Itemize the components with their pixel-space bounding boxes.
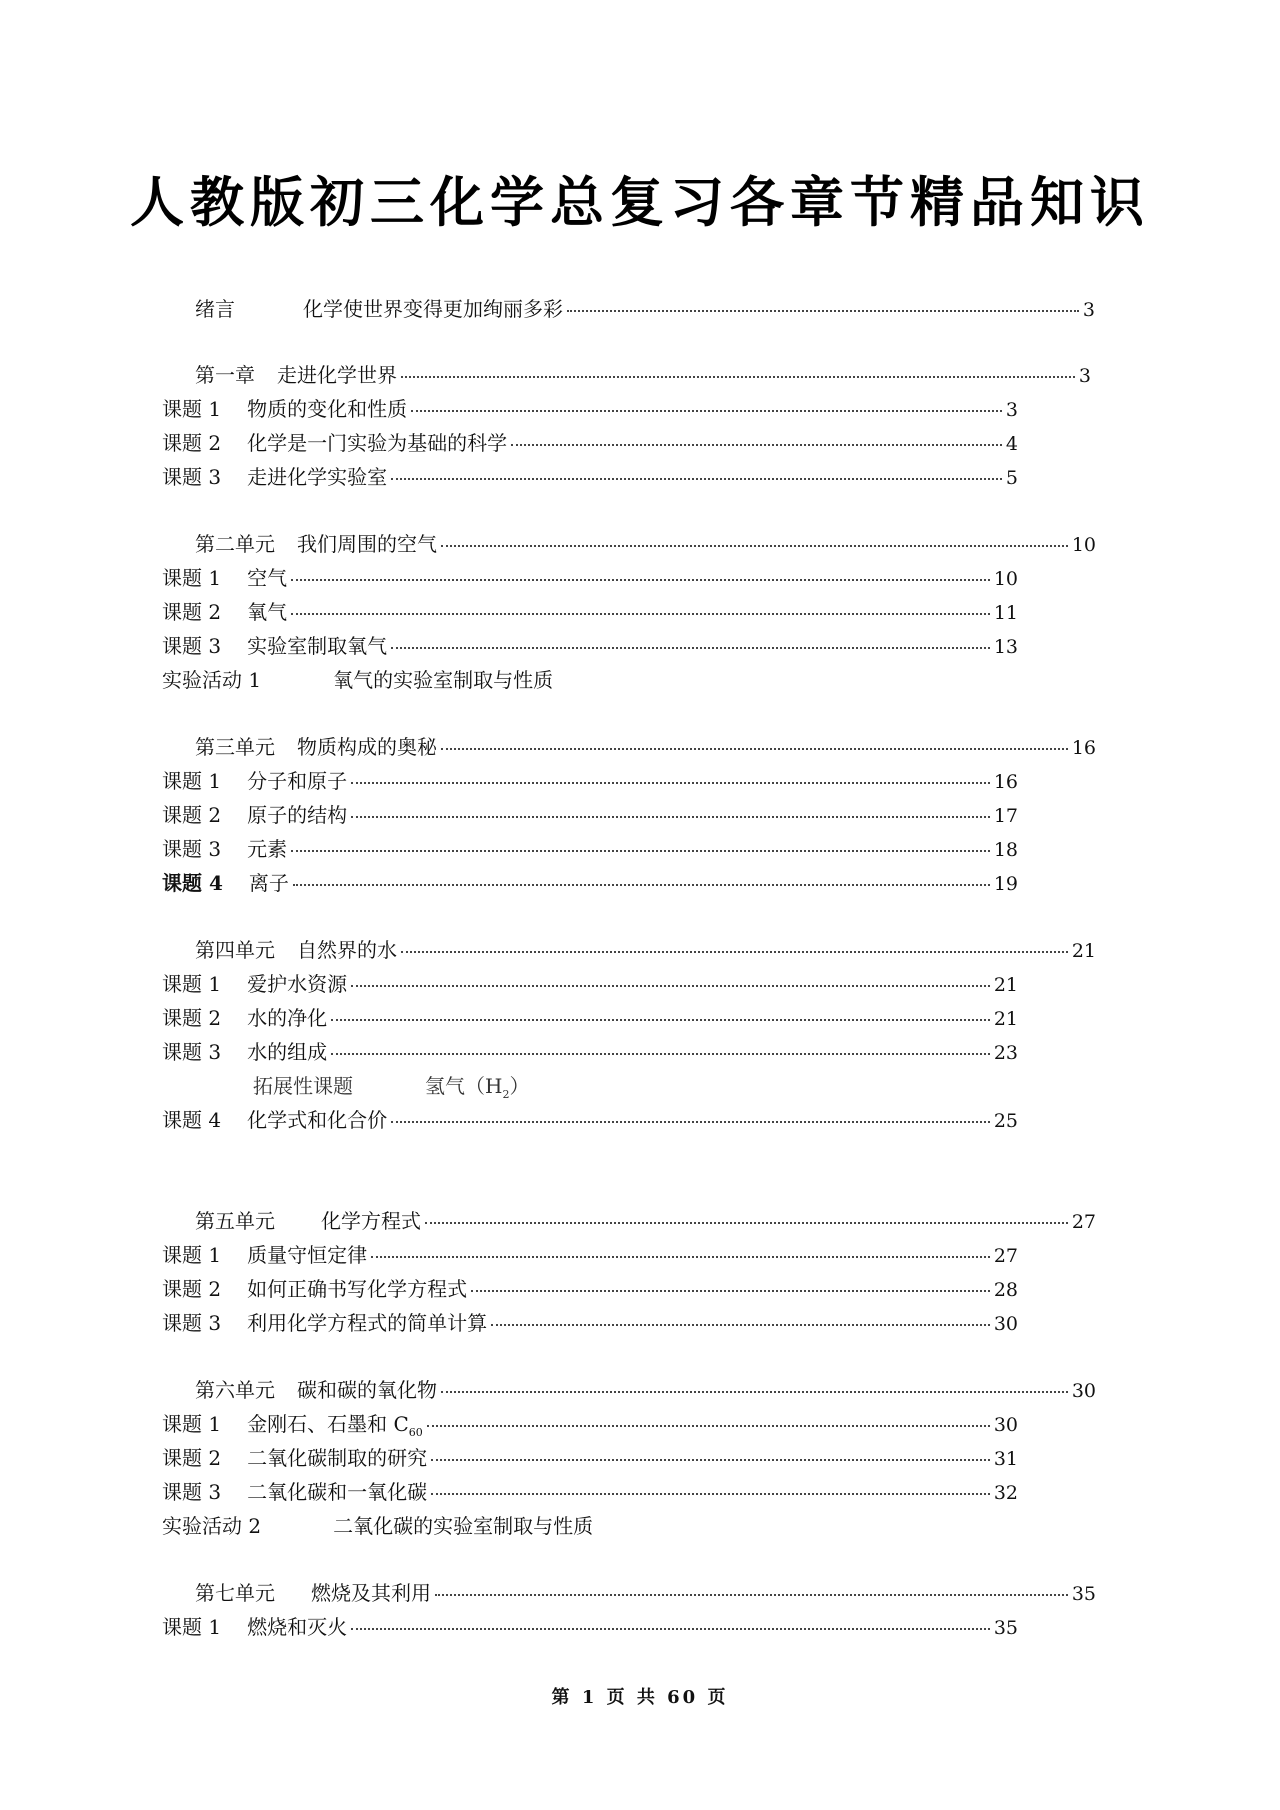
toc-name: 氧气的实验室制取与性质 — [333, 668, 554, 692]
toc-name: 物质的变化和性质 — [247, 397, 408, 421]
toc-lesson[interactable] — [162, 1407, 1018, 1441]
toc-page: 5 — [1005, 467, 1018, 489]
toc-label: 课题 3 — [162, 1311, 222, 1335]
toc-chapter-6[interactable] — [195, 1373, 1096, 1407]
toc-intro[interactable] — [195, 292, 1095, 326]
dot-leader — [491, 1324, 990, 1326]
toc-page: 16 — [1071, 737, 1096, 759]
toc-label: 课题 2 — [162, 431, 222, 455]
toc-label: 拓展性课题 — [253, 1074, 353, 1098]
toc-lesson[interactable] — [162, 1475, 1018, 1509]
toc-label: 课题 4 — [162, 1108, 222, 1132]
toc-lesson[interactable] — [162, 798, 1018, 832]
toc-label: 课题 1 — [162, 566, 222, 590]
toc-name: 离子 — [248, 871, 289, 895]
dot-leader — [391, 1121, 990, 1123]
toc-name: 化学使世界变得更加绚丽多彩 — [303, 297, 563, 321]
toc-page: 30 — [1071, 1380, 1096, 1402]
toc-page: 11 — [993, 602, 1018, 624]
toc-label: 课题 3 — [162, 634, 222, 658]
toc-page: 3 — [1082, 299, 1095, 321]
dot-leader — [331, 1053, 990, 1055]
toc-label: 课题 2 — [162, 1446, 222, 1470]
toc-label: 课题 1 — [162, 972, 222, 996]
toc-page: 21 — [993, 974, 1018, 996]
toc-name: 水的组成 — [247, 1040, 328, 1064]
toc-label: 第三单元 — [195, 735, 275, 759]
toc-page: 30 — [993, 1313, 1018, 1335]
toc-name: 爱护水资源 — [247, 972, 348, 996]
toc-label: 课题 3 — [162, 837, 222, 861]
dot-leader — [291, 613, 990, 615]
toc-chapter-4[interactable] — [195, 933, 1096, 967]
document-title: 人教版初三化学总复习各章节精品知识 — [130, 171, 1150, 234]
toc-page: 16 — [993, 771, 1018, 793]
toc-label: 课题 1 — [162, 1243, 222, 1267]
toc-chapter-2[interactable] — [195, 527, 1096, 561]
toc-name: 如何正确书写化学方程式 — [247, 1277, 468, 1301]
dot-leader — [435, 1594, 1068, 1596]
dot-leader — [391, 478, 1002, 480]
toc-page: 3 — [1078, 365, 1091, 387]
dot-leader — [411, 410, 1002, 412]
dot-leader — [401, 951, 1068, 953]
toc-label: 第五单元 — [195, 1209, 275, 1233]
toc-name: 二氧化碳和一氧化碳 — [247, 1480, 428, 1504]
toc-lesson[interactable] — [162, 1272, 1018, 1306]
toc-label: 绪言 — [195, 297, 235, 321]
dot-leader — [291, 850, 990, 852]
toc-lesson[interactable] — [162, 629, 1018, 663]
toc-label: 课题 3 — [162, 465, 222, 489]
toc-name: 燃烧和灭火 — [247, 1615, 348, 1639]
page-footer: 第 1 页 共 60 页 — [551, 1687, 729, 1708]
dot-leader — [371, 1256, 990, 1258]
toc-lesson[interactable] — [162, 426, 1018, 460]
dot-leader — [431, 1493, 990, 1495]
toc-lesson[interactable] — [162, 561, 1018, 595]
toc-page: 18 — [993, 839, 1018, 861]
toc-label: 课题 2 — [162, 1006, 222, 1030]
toc-name: 水的净化 — [247, 1006, 328, 1030]
toc-lesson[interactable] — [162, 1103, 1018, 1137]
toc-page: 23 — [993, 1042, 1018, 1064]
toc-lesson[interactable] — [162, 1001, 1018, 1035]
toc-name: 我们周围的空气 — [297, 532, 437, 556]
toc-page: 13 — [993, 636, 1018, 658]
toc-page: 28 — [993, 1279, 1018, 1301]
toc-label: 第四单元 — [195, 938, 275, 962]
toc-page: 30 — [993, 1414, 1018, 1436]
toc-lesson[interactable] — [162, 1306, 1018, 1340]
toc-name: 二氧化碳制取的研究 — [247, 1446, 428, 1470]
dot-leader — [441, 748, 1068, 750]
toc-name: 金刚石、石墨和 $C_{60}$ — [247, 1412, 423, 1439]
toc-lesson[interactable] — [162, 866, 1018, 900]
toc-name: 氢气$(H_2)$ — [425, 1074, 530, 1101]
toc-name: 燃烧及其利用 — [311, 1581, 431, 1605]
dot-leader — [351, 816, 990, 818]
toc-label: 第六单元 — [195, 1378, 275, 1402]
toc-page: 10 — [993, 568, 1018, 590]
toc-name: 碳和碳的氧化物 — [297, 1378, 437, 1402]
toc-name: 化学是一门实验为基础的科学 — [247, 431, 508, 455]
dot-leader — [425, 1222, 1068, 1224]
toc-name: 氧气 — [247, 600, 288, 624]
dot-leader — [431, 1459, 990, 1461]
toc-page: 35 — [1071, 1583, 1096, 1605]
toc-lesson[interactable] — [162, 1610, 1018, 1644]
toc-lesson[interactable] — [162, 1035, 1018, 1069]
toc-label: 课题 1 — [162, 769, 222, 793]
toc-label: 实验活动 1 — [162, 668, 262, 692]
toc-name: 元素 — [247, 837, 288, 861]
toc-name: 利用化学方程式的简单计算 — [247, 1311, 488, 1335]
toc-lesson[interactable] — [162, 967, 1018, 1001]
dot-leader — [567, 310, 1079, 312]
toc-name: 化学式和化合价 — [247, 1108, 388, 1132]
toc-page: 21 — [993, 1008, 1018, 1030]
toc-page: 32 — [993, 1482, 1018, 1504]
dot-leader — [331, 1019, 990, 1021]
toc-lesson[interactable] — [162, 832, 1018, 866]
toc-label: 第一章 — [195, 363, 255, 387]
toc-chapter-5[interactable] — [195, 1204, 1096, 1238]
toc-chapter-3[interactable] — [195, 730, 1096, 764]
toc-name: 实验室制取氧气 — [247, 634, 388, 658]
toc-name: 走进化学世界 — [277, 363, 397, 387]
dot-leader — [427, 1425, 990, 1427]
toc-lesson[interactable] — [162, 595, 1018, 629]
toc-extension[interactable] — [253, 1069, 753, 1103]
toc-label: 课题 3 — [162, 1480, 222, 1504]
toc-label: 课题 2 — [162, 803, 222, 827]
toc-label: 第七单元 — [195, 1581, 275, 1605]
toc-name: 物质构成的奥秘 — [297, 735, 437, 759]
toc-label: 课题 1 — [162, 1412, 222, 1436]
toc-name: 分子和原子 — [247, 769, 348, 793]
toc-page: 25 — [993, 1110, 1018, 1132]
toc-name: 原子的结构 — [247, 803, 348, 827]
dot-leader — [401, 376, 1075, 378]
toc-lesson[interactable] — [162, 392, 1018, 426]
dot-leader — [471, 1290, 990, 1292]
toc-name: 质量守恒定律 — [247, 1243, 368, 1267]
dot-leader — [441, 1391, 1068, 1393]
toc-page: 27 — [993, 1245, 1018, 1267]
toc-chapter-7[interactable] — [195, 1576, 1096, 1610]
toc-label: 课题 3 — [162, 1040, 222, 1064]
toc-page: 4 — [1005, 433, 1018, 455]
toc-lesson[interactable] — [162, 1238, 1018, 1272]
toc-page: 21 — [1071, 940, 1096, 962]
toc-page: 35 — [993, 1617, 1018, 1639]
toc-page: 3 — [1005, 399, 1018, 421]
toc-name: 空气 — [247, 566, 288, 590]
dot-leader — [293, 884, 990, 886]
dot-leader — [351, 782, 990, 784]
toc-label: 课题 1 — [162, 397, 222, 421]
toc-page: 31 — [993, 1448, 1018, 1470]
toc-page: 19 — [993, 873, 1018, 895]
toc-name: 二氧化碳的实验室制取与性质 — [333, 1514, 594, 1538]
dot-leader — [351, 985, 990, 987]
dot-leader — [441, 545, 1068, 547]
toc-label: 实验活动 2 — [162, 1514, 262, 1538]
toc-name: 化学方程式 — [321, 1209, 421, 1233]
toc-chapter-1[interactable] — [195, 358, 1091, 392]
toc-page: 10 — [1071, 534, 1096, 556]
dot-leader — [291, 579, 990, 581]
toc-lesson[interactable] — [162, 764, 1018, 798]
toc-label: 课题 1 — [162, 1615, 222, 1639]
dot-leader — [351, 1628, 990, 1630]
toc-name: 自然界的水 — [297, 938, 397, 962]
toc-lesson[interactable] — [162, 460, 1018, 494]
dot-leader — [391, 647, 990, 649]
toc-page: 17 — [993, 805, 1018, 827]
toc-lesson[interactable] — [162, 1441, 1018, 1475]
toc-name: 走进化学实验室 — [247, 465, 388, 489]
toc-activity[interactable] — [162, 1509, 762, 1543]
toc-label: 课题 2 — [162, 1277, 222, 1301]
dot-leader — [511, 444, 1002, 446]
toc-label: 课题 4 — [162, 871, 223, 895]
toc-activity[interactable] — [162, 663, 762, 697]
toc-label: 第二单元 — [195, 532, 275, 556]
toc-label: 课题 2 — [162, 600, 222, 624]
toc-page: 27 — [1071, 1211, 1096, 1233]
